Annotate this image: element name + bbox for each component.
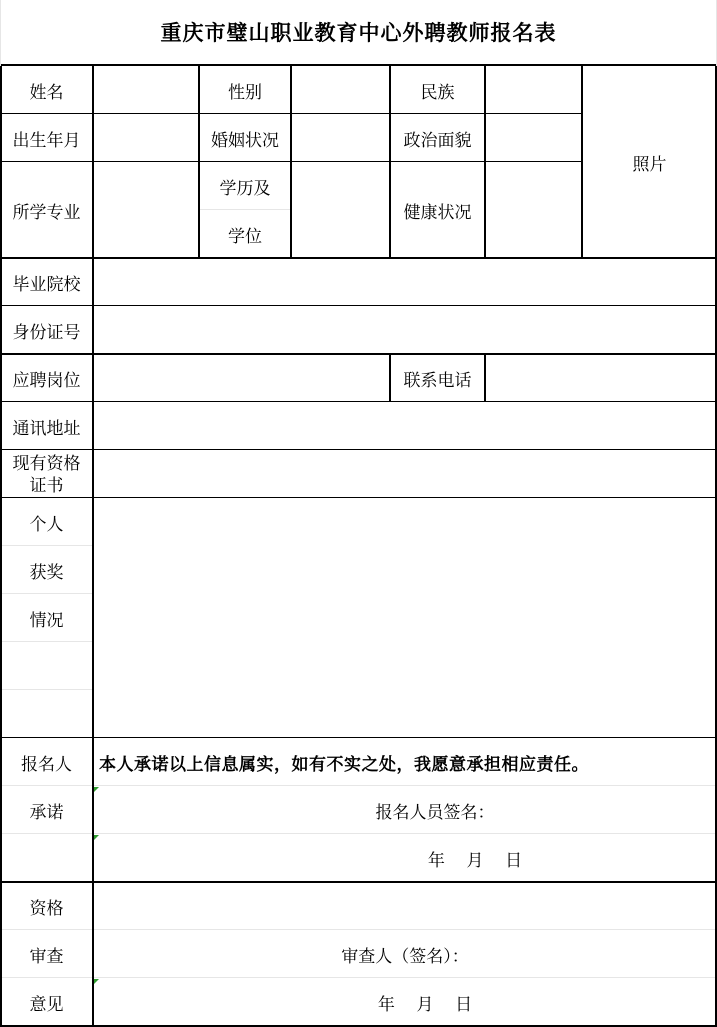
- pledge-date-label: 年 月 日: [427, 850, 523, 871]
- input-education[interactable]: [291, 162, 390, 258]
- input-marital[interactable]: [291, 114, 390, 162]
- label-birth: 出生年月: [12, 130, 81, 151]
- pledge-date-line[interactable]: [93, 834, 717, 882]
- label-review-2: 审查: [29, 946, 64, 967]
- input-certificate[interactable]: [93, 450, 717, 498]
- label-id-number: 身份证号: [12, 322, 81, 343]
- label-ethnicity: 民族: [420, 82, 455, 103]
- label-address: 通讯地址: [12, 418, 81, 439]
- label-education-1: 学历及: [219, 178, 271, 199]
- label-education-2: 学位: [228, 226, 262, 247]
- label-certificate-line-1: 现有资格: [12, 454, 81, 474]
- label-political: 政治面貌: [403, 130, 472, 151]
- label-review-3: 意见: [29, 994, 64, 1015]
- input-phone[interactable]: [485, 354, 717, 402]
- label-major: 所学专业: [12, 202, 81, 223]
- input-ethnicity[interactable]: [485, 66, 582, 114]
- label-pledge-1: 报名人: [21, 754, 72, 775]
- input-address[interactable]: [93, 402, 717, 450]
- label-marital: 婚姻状况: [211, 130, 279, 151]
- review-date-line[interactable]: [93, 978, 717, 1026]
- reviewer-label: 审查人（签名）：: [341, 946, 469, 967]
- label-review-1: 资格: [29, 898, 64, 919]
- label-certificate-line-2: 证书: [29, 476, 64, 496]
- reviewer-signature-line[interactable]: [93, 930, 717, 978]
- pledge-statement: 本人承诺以上信息属实，如有不实之处，我愿意承担相应责任。: [99, 754, 589, 775]
- signature-line[interactable]: [93, 786, 717, 834]
- input-health[interactable]: [485, 162, 582, 258]
- input-major[interactable]: [93, 162, 199, 258]
- label-awards-3: 情况: [29, 610, 64, 631]
- input-political[interactable]: [485, 114, 582, 162]
- label-pledge-2: 承诺: [29, 802, 64, 823]
- input-school[interactable]: [93, 258, 717, 306]
- input-name[interactable]: [93, 66, 199, 114]
- signature-label: 报名人员签名：: [375, 802, 495, 823]
- form-title: 重庆市璧山职业教育中心外聘教师报名表: [160, 20, 557, 45]
- label-health: 健康状况: [403, 202, 472, 223]
- label-awards-1: 个人: [29, 514, 64, 535]
- review-date-label: 年 月 日: [377, 994, 473, 1015]
- label-position: 应聘岗位: [12, 370, 81, 391]
- photo-box[interactable]: 照片: [632, 154, 667, 175]
- label-gender: 性别: [228, 82, 262, 103]
- label-awards-2: 获奖: [29, 562, 64, 583]
- input-birth[interactable]: [93, 114, 199, 162]
- label-school: 毕业院校: [12, 274, 81, 295]
- input-id-number[interactable]: [93, 306, 717, 354]
- label-certificate: [0, 450, 93, 498]
- label-name: 姓名: [29, 82, 64, 103]
- input-awards[interactable]: [93, 498, 717, 738]
- input-position[interactable]: [93, 354, 390, 402]
- title-row: [0, 0, 717, 66]
- label-phone: 联系电话: [403, 370, 472, 391]
- review-opinion-field[interactable]: [93, 882, 717, 930]
- input-gender[interactable]: [291, 66, 390, 114]
